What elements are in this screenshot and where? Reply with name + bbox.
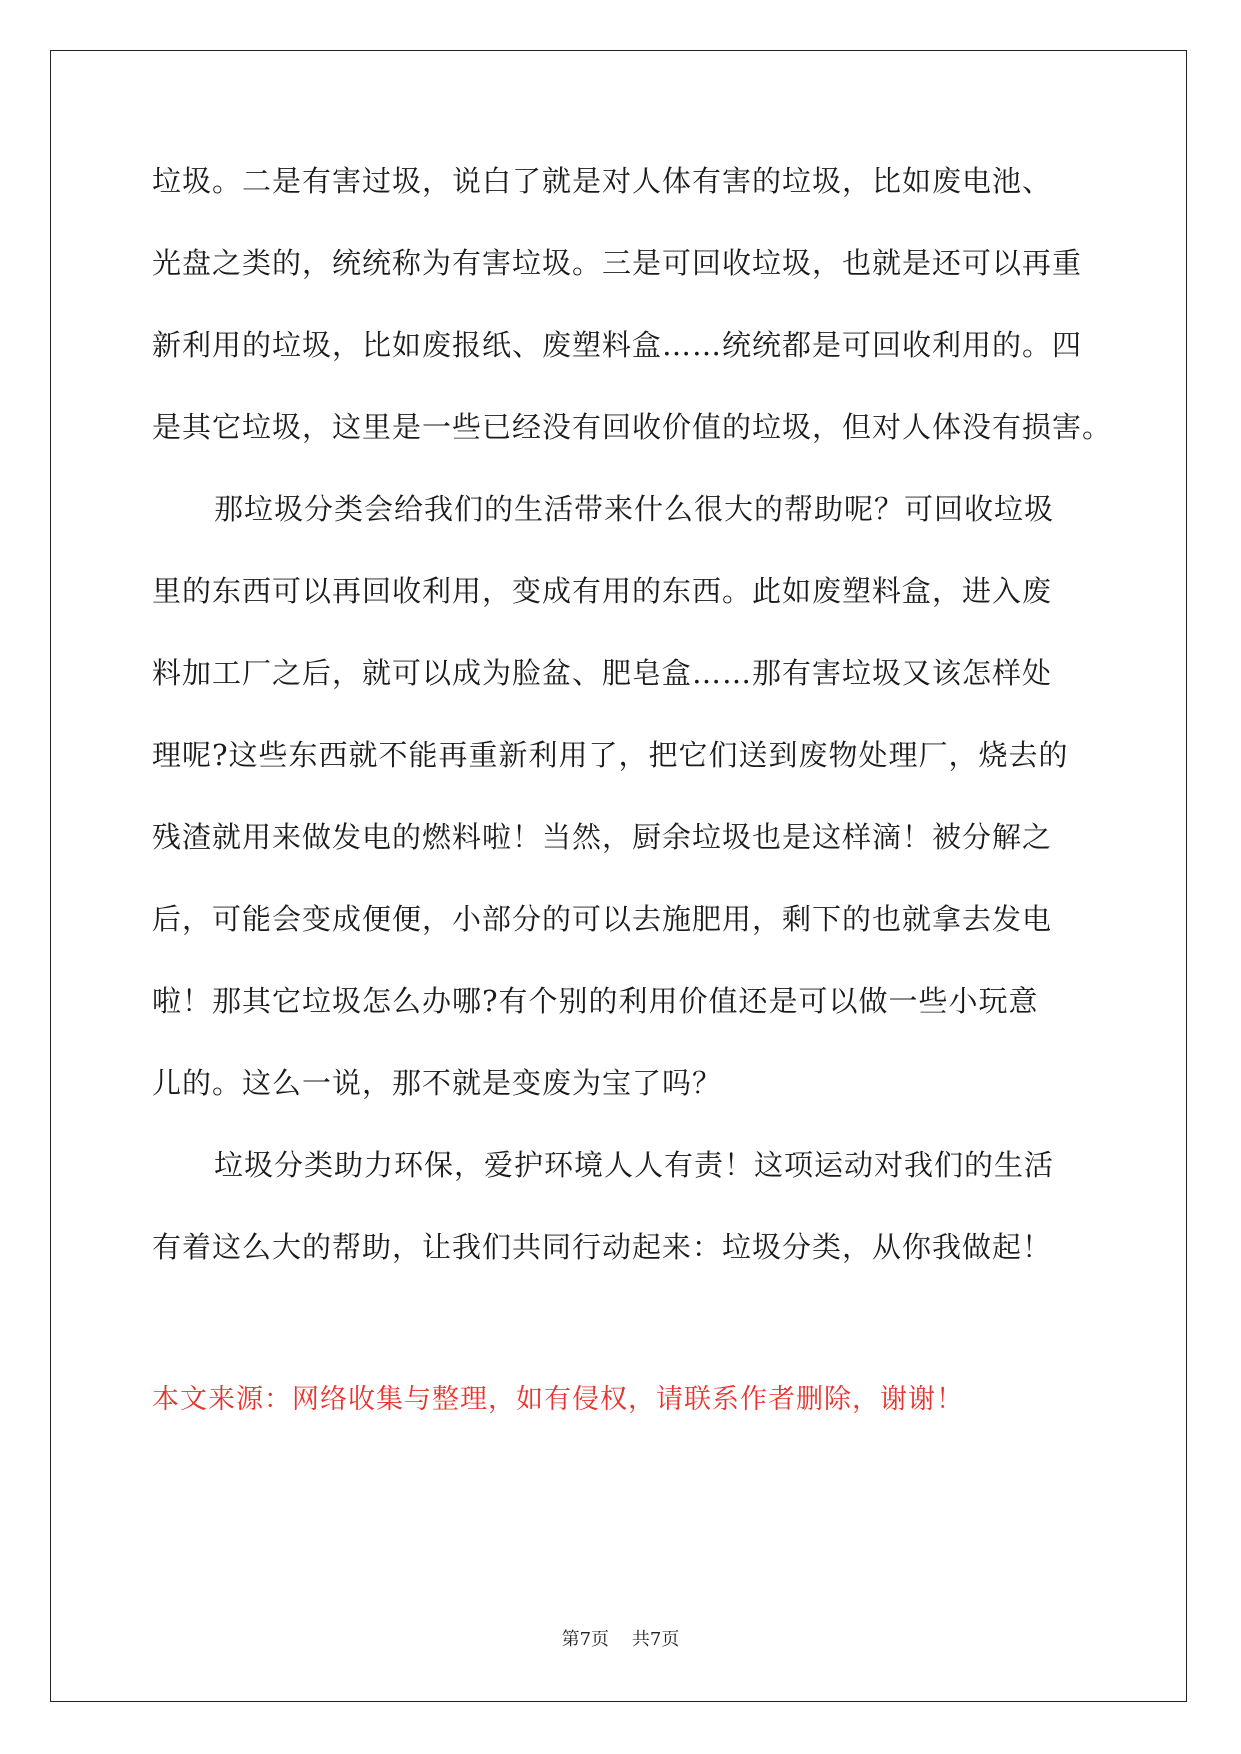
text-line-6: 里的东西可以再回收利用，变成有用的东西。此如废塑料盒，进入废 (152, 574, 1053, 608)
text-line-13: 垃圾分类助力环保，爱护环境人人有责！这项运动对我们的生活 (214, 1148, 1055, 1182)
document-body (152, 158, 1113, 1306)
text-line-1: 垃圾。二是有害过圾，说白了就是对人体有害的垃圾，比如废电池、 (152, 164, 1053, 198)
text-line-5: 那垃圾分类会给我们的生活带来什么很大的帮助呢？可回收垃圾 (214, 492, 1055, 526)
page-number-footer: 第7页 共7页 (561, 1629, 680, 1650)
text-line-10: 后，可能会变成便便，小部分的可以去施肥用，剩下的也就拿去发电 (152, 902, 1053, 936)
text-line-2: 光盘之类的，统统称为有害垃圾。三是可回收垃圾，也就是还可以再重 (152, 246, 1083, 280)
text-line-11: 啦！那其它垃圾怎么办哪?有个别的利用价值还是可以做一些小玩意 (152, 984, 1039, 1018)
text-line-3: 新利用的垃圾，比如废报纸、废塑料盒……统统都是可回收利用的。四 (152, 328, 1083, 362)
text-line-12: 儿的。这么一说，那不就是变废为宝了吗？ (152, 1066, 723, 1100)
text-line-8: 理呢?这些东西就不能再重新利用了，把它们送到废物处理厂，烧去的 (152, 738, 1069, 772)
text-line-14: 有着这么大的帮助，让我们共同行动起来：垃圾分类，从你我做起！ (152, 1230, 1053, 1264)
text-line-9: 残渣就用来做发电的燃料啦！当然，厨余垃圾也是这样滴！被分解之 (152, 820, 1053, 854)
text-line-7: 料加工厂之后，就可以成为脸盆、肥皂盒……那有害垃圾又该怎样处 (152, 656, 1053, 690)
source-note: 本文来源：网络收集与整理，如有侵权，请联系作者删除，谢谢！ (152, 1384, 964, 1415)
text-line-4: 是其它垃圾，这里是一些已经没有回收价值的垃圾，但对人体没有损害。 (152, 410, 1113, 444)
